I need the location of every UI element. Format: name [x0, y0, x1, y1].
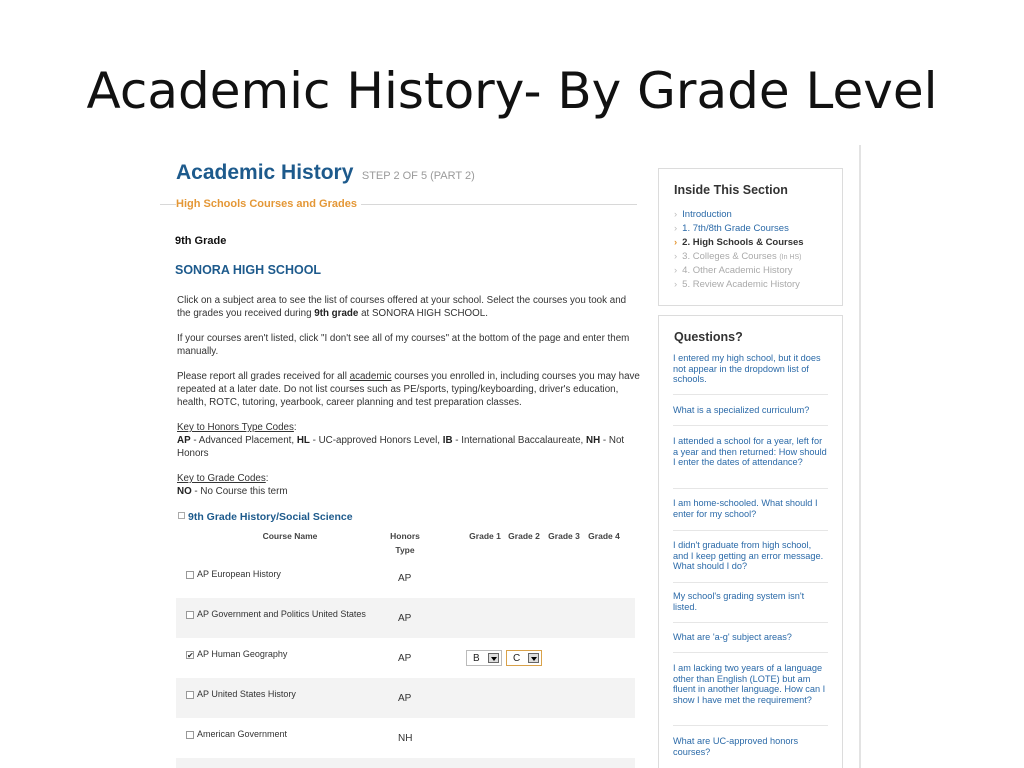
question-link[interactable]: What are 'a-g' subject areas?	[673, 632, 792, 642]
divider	[673, 622, 828, 623]
school-name: SONORA HIGH SCHOOL	[175, 263, 322, 277]
academic-link[interactable]: academic	[349, 371, 392, 382]
code: NH	[586, 435, 601, 446]
table-row	[176, 558, 635, 598]
nav-label: 5. Review Academic History	[682, 279, 800, 290]
dropdown-arrow-icon	[488, 653, 499, 663]
page-title: Academic History	[176, 161, 354, 184]
instruction-bold: 9th grade	[314, 308, 359, 319]
divider	[673, 425, 828, 426]
grade-key-link[interactable]: Key to Grade Codes	[177, 473, 266, 484]
table-row	[176, 718, 635, 758]
course-name: AP European History	[197, 569, 281, 579]
code: IB	[442, 435, 453, 446]
question-link[interactable]: What is a specialized curriculum?	[673, 405, 810, 415]
grade-1-value: B	[473, 653, 480, 664]
course-checkbox[interactable]	[186, 611, 194, 619]
honors-type: NH	[398, 733, 413, 744]
code: HL	[296, 435, 310, 446]
question-link[interactable]: My school's grading system isn't listed.	[673, 591, 805, 612]
question-link[interactable]: I am home-schooled. What should I enter for my school?	[673, 498, 818, 519]
nav-label: 4. Other Academic History	[682, 265, 793, 276]
course-checkbox[interactable]: ✔	[187, 651, 194, 660]
collapse-icon	[178, 512, 185, 519]
instruction-text: Click on a subject area to see the list of courses offered at your school. Select the courses you took and the grades you received during	[177, 295, 627, 319]
honors-type: AP	[398, 573, 412, 584]
question-link[interactable]: I attended a school for a year, left for a year and then returned: How should I enter the dates of attendance?	[673, 436, 827, 467]
col-grade-3: Grade 3	[548, 531, 580, 541]
nav-label: 2. High Schools & Courses	[682, 237, 804, 248]
nav-label: 1. 7th/8th Grade Courses	[682, 223, 789, 234]
table-row	[176, 638, 635, 678]
nav-item-7th-8th-grade[interactable]	[674, 223, 789, 234]
grade-2-value: C	[513, 653, 521, 664]
instructions-paragraph-3	[177, 370, 642, 409]
step-indicator: STEP 2 OF 5 (PART 2)	[361, 170, 475, 182]
page-edge-divider	[859, 145, 861, 768]
page-header	[176, 161, 475, 185]
code-text: - Not Honors	[177, 435, 625, 459]
questions-title: Questions?	[674, 330, 743, 344]
col-grade-1: Grade 1	[469, 531, 501, 541]
code-text: - Advanced Placement,	[190, 435, 297, 446]
course-name: AP United States History	[197, 689, 296, 699]
nav-extra: (In HS)	[779, 254, 802, 261]
honors-type: AP	[398, 653, 412, 664]
dropdown-arrow-icon	[528, 653, 539, 663]
course-name: AP Human Geography	[197, 649, 288, 659]
chevron-right-icon: ›	[674, 209, 678, 220]
chevron-right-icon: ›	[674, 279, 678, 290]
course-name: American Government	[197, 729, 288, 739]
subheader: High Schools Courses and Grades	[176, 198, 361, 210]
col-course-name: Course Name	[262, 531, 318, 541]
honors-key: Key to Honors Type Codes: AP - Advanced Placement, HL - UC-approved Honors Level, IB - International Baccalaureate, NH - Not Honors	[177, 422, 625, 459]
nav-item-other-academic	[674, 265, 793, 276]
divider	[673, 488, 828, 489]
divider	[673, 652, 828, 653]
nav-item-colleges	[674, 251, 802, 262]
honors-type: AP	[398, 693, 412, 704]
nav-label: 3. Colleges & Courses	[682, 251, 780, 262]
question-link[interactable]: I am lacking two years of a language other than English (LOTE) but am fluent in another language. How can I show I have met the requirement?	[673, 663, 826, 705]
question-link[interactable]: I didn't graduate from high school, and I keep getting an error message. What should I do?	[673, 540, 824, 571]
nav-item-introduction[interactable]	[674, 209, 732, 220]
section-nav-box	[658, 168, 843, 306]
section-nav-title: Inside This Section	[674, 183, 788, 197]
course-checkbox[interactable]	[186, 691, 194, 699]
instructions-paragraph-2: If your courses aren't listed, click "I don't see all of my courses" at the bottom of the page and enter them manually.	[177, 333, 630, 357]
code-text: - International Baccalaureate,	[452, 435, 587, 446]
course-name: AP Government and Politics United States	[197, 609, 366, 619]
instructions-paragraph-1	[177, 294, 642, 320]
question-link[interactable]: What are UC-approved honors courses?	[673, 736, 799, 757]
col-honors-type: Honors Type	[390, 531, 420, 555]
chevron-right-icon: ›	[674, 237, 678, 248]
chevron-right-icon: ›	[674, 251, 678, 262]
col-grade-2: Grade 2	[508, 531, 540, 541]
chevron-right-icon: ›	[674, 265, 678, 276]
honors-key-link[interactable]: Key to Honors Type Codes	[177, 422, 294, 433]
code: NO	[177, 486, 192, 497]
table-row	[176, 758, 635, 768]
screenshot	[160, 145, 865, 768]
code-text: - No Course this term	[191, 486, 288, 497]
grade-1-select[interactable]	[466, 650, 502, 666]
instruction-text: courses you enrolled in, including courses you may have repeated at a later date. Do not list courses such as PE/sports, typing/keyboarding, driver's education, health, ROTC, tutoring, yearbook, career planning and test preparation classes.	[177, 371, 640, 408]
divider	[673, 582, 828, 583]
grade-2-select[interactable]	[506, 650, 542, 666]
divider	[673, 725, 828, 726]
nav-item-review	[674, 279, 800, 290]
course-checkbox[interactable]	[186, 731, 194, 739]
divider	[673, 394, 828, 395]
subject-section-title: 9th Grade History/Social Science	[188, 511, 353, 523]
grade-key: Key to Grade Codes: NO - No Course this term	[177, 473, 288, 497]
question-link[interactable]: I entered my high school, but it does not appear in the dropdown list of schools.	[673, 353, 821, 384]
course-checkbox[interactable]	[186, 571, 194, 579]
nav-label: Introduction	[682, 209, 732, 220]
instruction-text: Please report all grades received for all	[177, 371, 350, 382]
divider	[673, 530, 828, 531]
code-text: - UC-approved Honors Level,	[309, 435, 443, 446]
nav-item-high-schools[interactable]	[674, 237, 804, 248]
table-row	[176, 598, 635, 638]
honors-type: AP	[398, 613, 412, 624]
slide-title: Academic History- By Grade Level	[86, 62, 938, 120]
table-row	[176, 678, 635, 718]
questions-box	[658, 315, 843, 768]
subject-section-toggle[interactable]	[178, 511, 353, 523]
code: AP	[177, 435, 191, 446]
chevron-right-icon: ›	[674, 223, 678, 234]
col-grade-4: Grade 4	[588, 531, 620, 541]
instruction-text: at SONORA HIGH SCHOOL.	[358, 308, 488, 319]
grade-label: 9th Grade	[175, 235, 227, 247]
